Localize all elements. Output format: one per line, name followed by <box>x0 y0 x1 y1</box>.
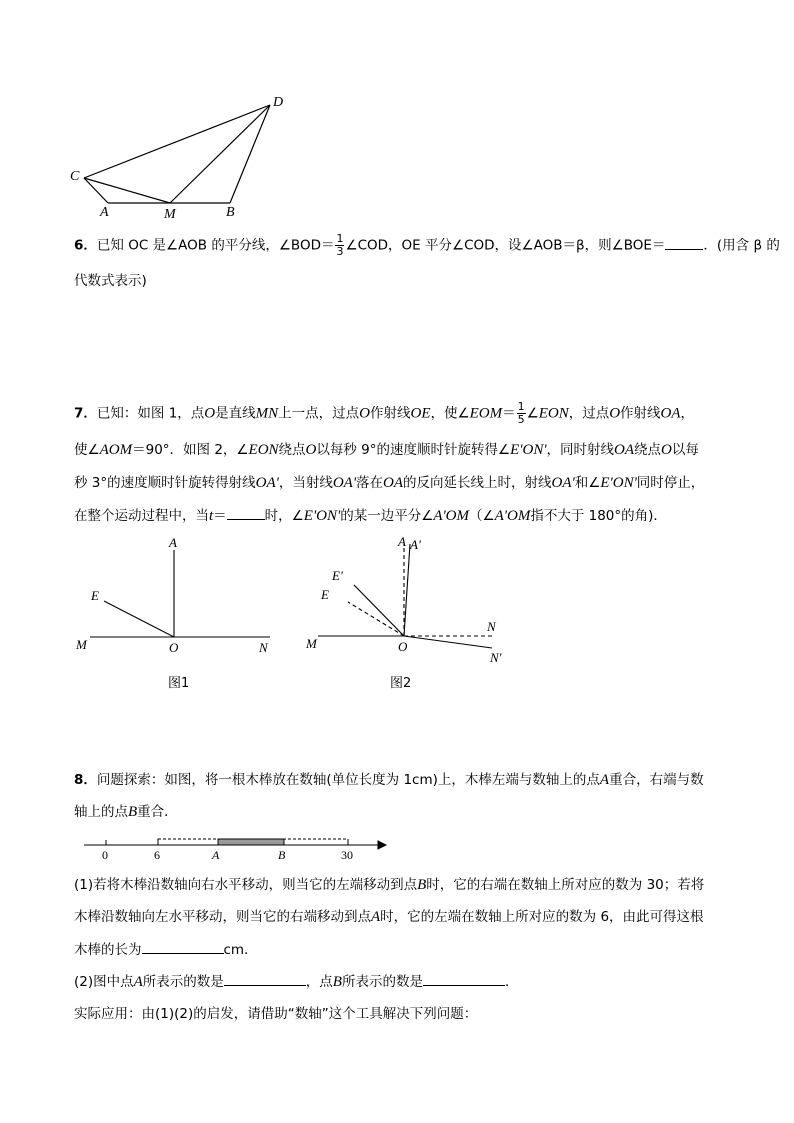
axis-tick-A: A <box>212 848 220 862</box>
q8-point-b-blank[interactable] <box>423 971 505 986</box>
q8-point-a-blank[interactable] <box>224 971 306 986</box>
q7-line3: 秒 3°的速度顺时针旋转得射线OA'，当射线OA'落在OA的反向延长线上时，射线OA'和∠E'ON'同时停止， <box>74 475 705 491</box>
fig2-label-A: A <box>398 534 406 549</box>
fig2-caption: 图2 <box>390 676 412 691</box>
q6-fraction: $\frac{1}{3}$ <box>336 232 344 258</box>
q6-number: 6． <box>74 237 97 254</box>
quad-figure <box>60 90 300 225</box>
fig2-label-O: O <box>398 639 408 654</box>
q7-fraction: $\frac{1}{5}$ <box>517 400 525 426</box>
fig1-label-E: E <box>91 588 99 603</box>
fig2-label-M: M <box>306 636 317 651</box>
q8-line1: 8．问题探索：如图，将一根木棒放在数轴(单位长度为 1cm)上，木棒左端与数轴上的点A重合，右端与数 <box>74 772 704 788</box>
q7-line1: 7．已知：如图 1，点O是直线MN上一点，过点O作射线OE，使∠EOM＝ $\frac{1}{5}$ ∠EON，过点O作射线OA， <box>74 400 695 426</box>
label-D: D <box>273 95 284 110</box>
fig1-label-O: O <box>169 640 179 655</box>
q8-part1-line1: (1)若将木棒沿数轴向右水平移动，则当它的左端移动到点B时，它的右端在数轴上所对应的数为 30；若将 <box>74 877 705 893</box>
fig1-label-N: N <box>259 640 268 655</box>
axis-tick-B: B <box>278 848 286 862</box>
fig2-label-E: E <box>321 587 329 602</box>
label-B: B <box>226 205 235 220</box>
q6-text3: ．(用含 β 的 <box>703 237 780 254</box>
q7-figure-2 <box>300 530 520 695</box>
q8-length-blank[interactable] <box>142 939 224 954</box>
q8-part1-line2: 木棒沿数轴向左水平移动，则当它的右端移动到点A时，它的左端在数轴上所对应的数为 6，由此可得这根 <box>74 909 704 925</box>
q7-answer-blank[interactable] <box>227 505 265 520</box>
q6-line2: 代数式表示) <box>74 273 147 289</box>
q8-part2: (2)图中点A所表示的数是 ，点B所表示的数是 ． <box>74 971 518 992</box>
q7-line4: 在整个运动过程中，当t＝ 时，∠E'ON'的某一边平分∠A'OM（∠A'OM指不大于 180°的角)． <box>74 505 667 526</box>
fig1-caption: 图1 <box>168 676 190 691</box>
fig2-label-A-prime: A' <box>410 537 421 552</box>
q7-figure-1 <box>70 530 290 695</box>
axis-tick-30: 30 <box>341 848 353 862</box>
q6-answer-blank[interactable] <box>665 235 703 250</box>
label-M: M <box>164 207 176 222</box>
q7-line2: 使∠AOM＝90°．如图 2，∠EON绕点O以每秒 9°的速度顺时针旋转得∠E'ON'，同时射线OA绕点O以每 <box>74 442 699 458</box>
label-A: A <box>100 205 109 220</box>
label-C: C <box>70 169 80 184</box>
fig1-label-A: A <box>169 535 177 550</box>
axis-tick-0: 0 <box>102 848 108 862</box>
fig2-label-N: N <box>487 619 496 634</box>
q8-number-axis <box>78 832 398 866</box>
q8-application: 实际应用：由(1)(2)的启发，请借助“数轴”这个工具解决下列问题： <box>74 1006 478 1022</box>
q6-text2: ∠COD，OE 平分∠COD，设∠AOB＝β，则∠BOE＝ <box>345 237 666 254</box>
q8-part1-line3: 木棒的长为 cm． <box>74 939 258 960</box>
q6-line1 <box>74 233 780 258</box>
fig1-label-M: M <box>76 637 87 652</box>
fig2-label-N-prime: N' <box>490 650 502 665</box>
q8-line2: 轴上的点B重合． <box>74 804 178 820</box>
fig2-label-E-prime: E' <box>332 568 343 583</box>
axis-tick-6: 6 <box>154 848 160 862</box>
q6-text1: 已知 OC 是∠AOB 的平分线，∠BOD＝ <box>96 237 335 254</box>
